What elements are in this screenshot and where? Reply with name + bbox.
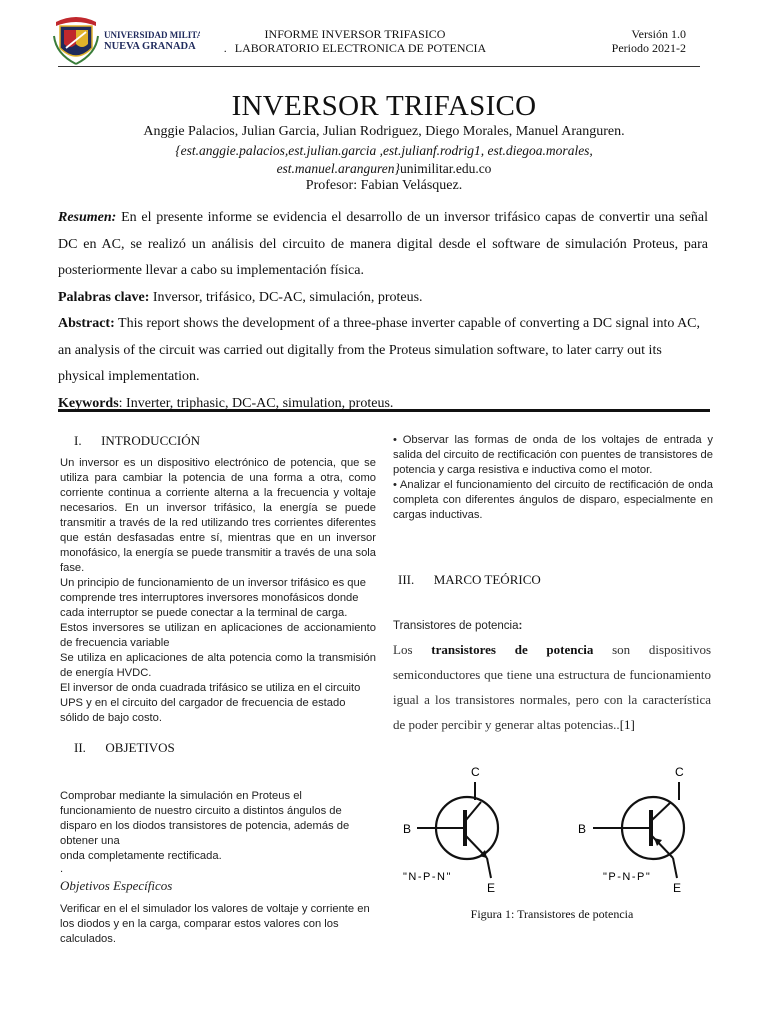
palabras-paragraph [58, 285, 708, 312]
pnp-caption: "P-N-P" [603, 871, 652, 883]
objetivo-line: funcionamiento de nuestro circuito a distintos ángulos de [60, 805, 342, 817]
transistores-bold: transistores de potencia [431, 642, 594, 657]
objetivos-heading: II. OBJETIVOS [74, 740, 175, 755]
npn-label-c: C [471, 765, 480, 779]
intro-paragraph: Se utiliza en aplicaciones de alta potencia como la transmisión de energía HVDC. [60, 652, 376, 679]
transistores-subheading-text: Transistores de potencia [393, 620, 519, 632]
logo-text-line1: UNIVERSIDAD MILITAR [104, 30, 200, 40]
header-lab-name [200, 41, 510, 55]
resumen-text: En el presente informe se evidencia el desarrollo de un inversor trifásico capas de convertir una señal DC en AC, se realizó un análisis del circuito de manera digital desde el software de simulación Proteus, para posteriormente llevar a cabo su implementación física. [58, 210, 708, 278]
npn-label-e: E [487, 881, 496, 895]
transistor-figure [395, 762, 711, 898]
header-report-title: INFORME INVERSOR TRIFASICO [264, 27, 446, 41]
palabras-label: Palabras clave: [58, 289, 150, 305]
header-period: Periodo 2021-2 [611, 41, 686, 55]
emails-line2 [0, 161, 768, 177]
pnp-transistor-icon [578, 765, 684, 895]
header-version: Versión 1.0 [631, 27, 686, 41]
pnp-label-e: E [673, 881, 682, 895]
emails-line2-names: est.manuel.aranguren} [276, 161, 400, 176]
profesor: Profesor: Fabian Velásquez. [305, 178, 463, 193]
header-right [560, 27, 686, 55]
keywords-label: Keywords [58, 395, 119, 411]
resumen-label: Resumen: [58, 210, 117, 225]
palabras-text: Inversor, trifásico, DC-AC, simulación, proteus. [149, 289, 423, 305]
npn-label-b: B [403, 822, 412, 836]
pnp-label-b: B [578, 822, 587, 836]
header-lab-text: LABORATORIO ELECTRONICA DE POTENCIA [234, 41, 487, 55]
university-logo [50, 10, 200, 72]
transistores-subheading [393, 619, 522, 634]
objetivo-line: . [60, 863, 64, 875]
objetivos-especificos-text: Verificar en el el simulador los valores de voltaje y corriente en los diodos y en la carga, comparar estos valores con los calculados. [60, 903, 370, 945]
bullet-item: • Analizar el funcionamiento del circuito de rectificación de onda completa con diferentes ángulos de disparo, especialmente en cargas inductivas. [393, 479, 713, 521]
npn-caption: "N-P-N" [403, 871, 452, 883]
university-crest-icon [50, 10, 200, 72]
transistores-text [393, 637, 711, 737]
objetivo-line: onda completamente rectificada. [60, 850, 222, 862]
intro-paragraph: Un principio de funcionamiento de un inversor trifásico es que comprende tres interruptores inversores monofásicos donde cada interruptor se puede conectar a la terminal de carga. [60, 577, 366, 619]
objetivo-line: obtener una [60, 835, 120, 847]
header-center [200, 27, 510, 55]
abstract-paragraph [58, 311, 708, 391]
objetivo-line: disparo en los diodos transistores de potencia, además de [60, 820, 350, 832]
objetivos-especificos-heading: Objetivos Específicos [60, 878, 173, 893]
bullet-item: • Observar las formas de onda de los voltajes de entrada y salida del circuito de rectificación con puentes de transistores de potencia y carga resistiva e inductiva como el motor. [393, 434, 713, 476]
reference-link[interactable]: [1] [619, 717, 635, 732]
transistor-diagram [395, 762, 711, 898]
keywords-text: : Inverter, triphasic, DC-AC, simulation, proteus. [118, 395, 394, 411]
transistores-text-post: son dispositivos semiconductores que tiene una estructura de funcionamiento igual a los transistores normales, pero con la característica de poder percibir y generar altas potencias.. [393, 642, 712, 732]
authors: Anggie Palacios, Julian Garcia, Julian Rodriguez, Diego Morales, Manuel Aranguren. [143, 124, 625, 139]
header-dot: . [223, 41, 227, 55]
intro-paragraph: El inversor de onda cuadrada trifásico se utiliza en el circuito UPS y en el circuito del cargador de frecuencia de estado sólido de bajo costo. [60, 682, 361, 724]
header-divider [58, 66, 700, 67]
introduccion-heading: I. INTRODUCCIÓN [74, 433, 201, 448]
resumen-paragraph [58, 205, 708, 285]
section-divider [58, 409, 710, 412]
figure-caption: Figura 1: Transistores de potencia [470, 907, 634, 921]
logo-text-line2: NUEVA GRANADA [104, 41, 196, 52]
pnp-label-c: C [675, 765, 684, 779]
abstract-block [58, 205, 708, 417]
introduccion-text [60, 456, 376, 726]
page-title: INVERSOR TRIFASICO [231, 90, 537, 122]
emails-line1: {est.anggie.palacios,est.julian.garcia ,est.julianf.rodrig1, est.diegoa.morales, [175, 143, 593, 158]
intro-paragraph: Estos inversores se utilizan en aplicaciones de accionamiento de frecuencia variable [60, 622, 376, 649]
marco-teorico-heading: III. MARCO TEÓRICO [398, 572, 541, 587]
objetivo-line: Comprobar mediante la simulación en Proteus el [60, 790, 302, 802]
keywords-paragraph [58, 391, 708, 418]
objetivos-text [60, 789, 365, 874]
objetivos-bullets [393, 433, 713, 523]
transistores-colon: : [518, 620, 523, 632]
npn-transistor-icon [403, 765, 498, 895]
transistores-text-pre: Los [393, 642, 432, 657]
abstract-label: Abstract: [58, 316, 115, 331]
abstract-text: This report shows the development of a three-phase inverter capable of converting a DC signal into AC, an analysis of the circuit was carried out digitally from the Proteus simulation software, to later carry out its physical implementation. [58, 316, 701, 384]
intro-paragraph: Un inversor es un dispositivo electrónico de potencia, que se utiliza para cambiar la potencia de una forma a otra, como corriente continua a corriente alterna a la frecuencia y voltaje necesarios. En un inversor trifásico, la energía se puede transmitir a través de la red utilizando tres corrientes diferentes que están desfasadas entre sí, mientras que en un inversor monofásico, la energía se puede transmitir a través de una sola fase. [60, 457, 376, 574]
emails-domain: unimilitar.edu.co [399, 161, 492, 176]
